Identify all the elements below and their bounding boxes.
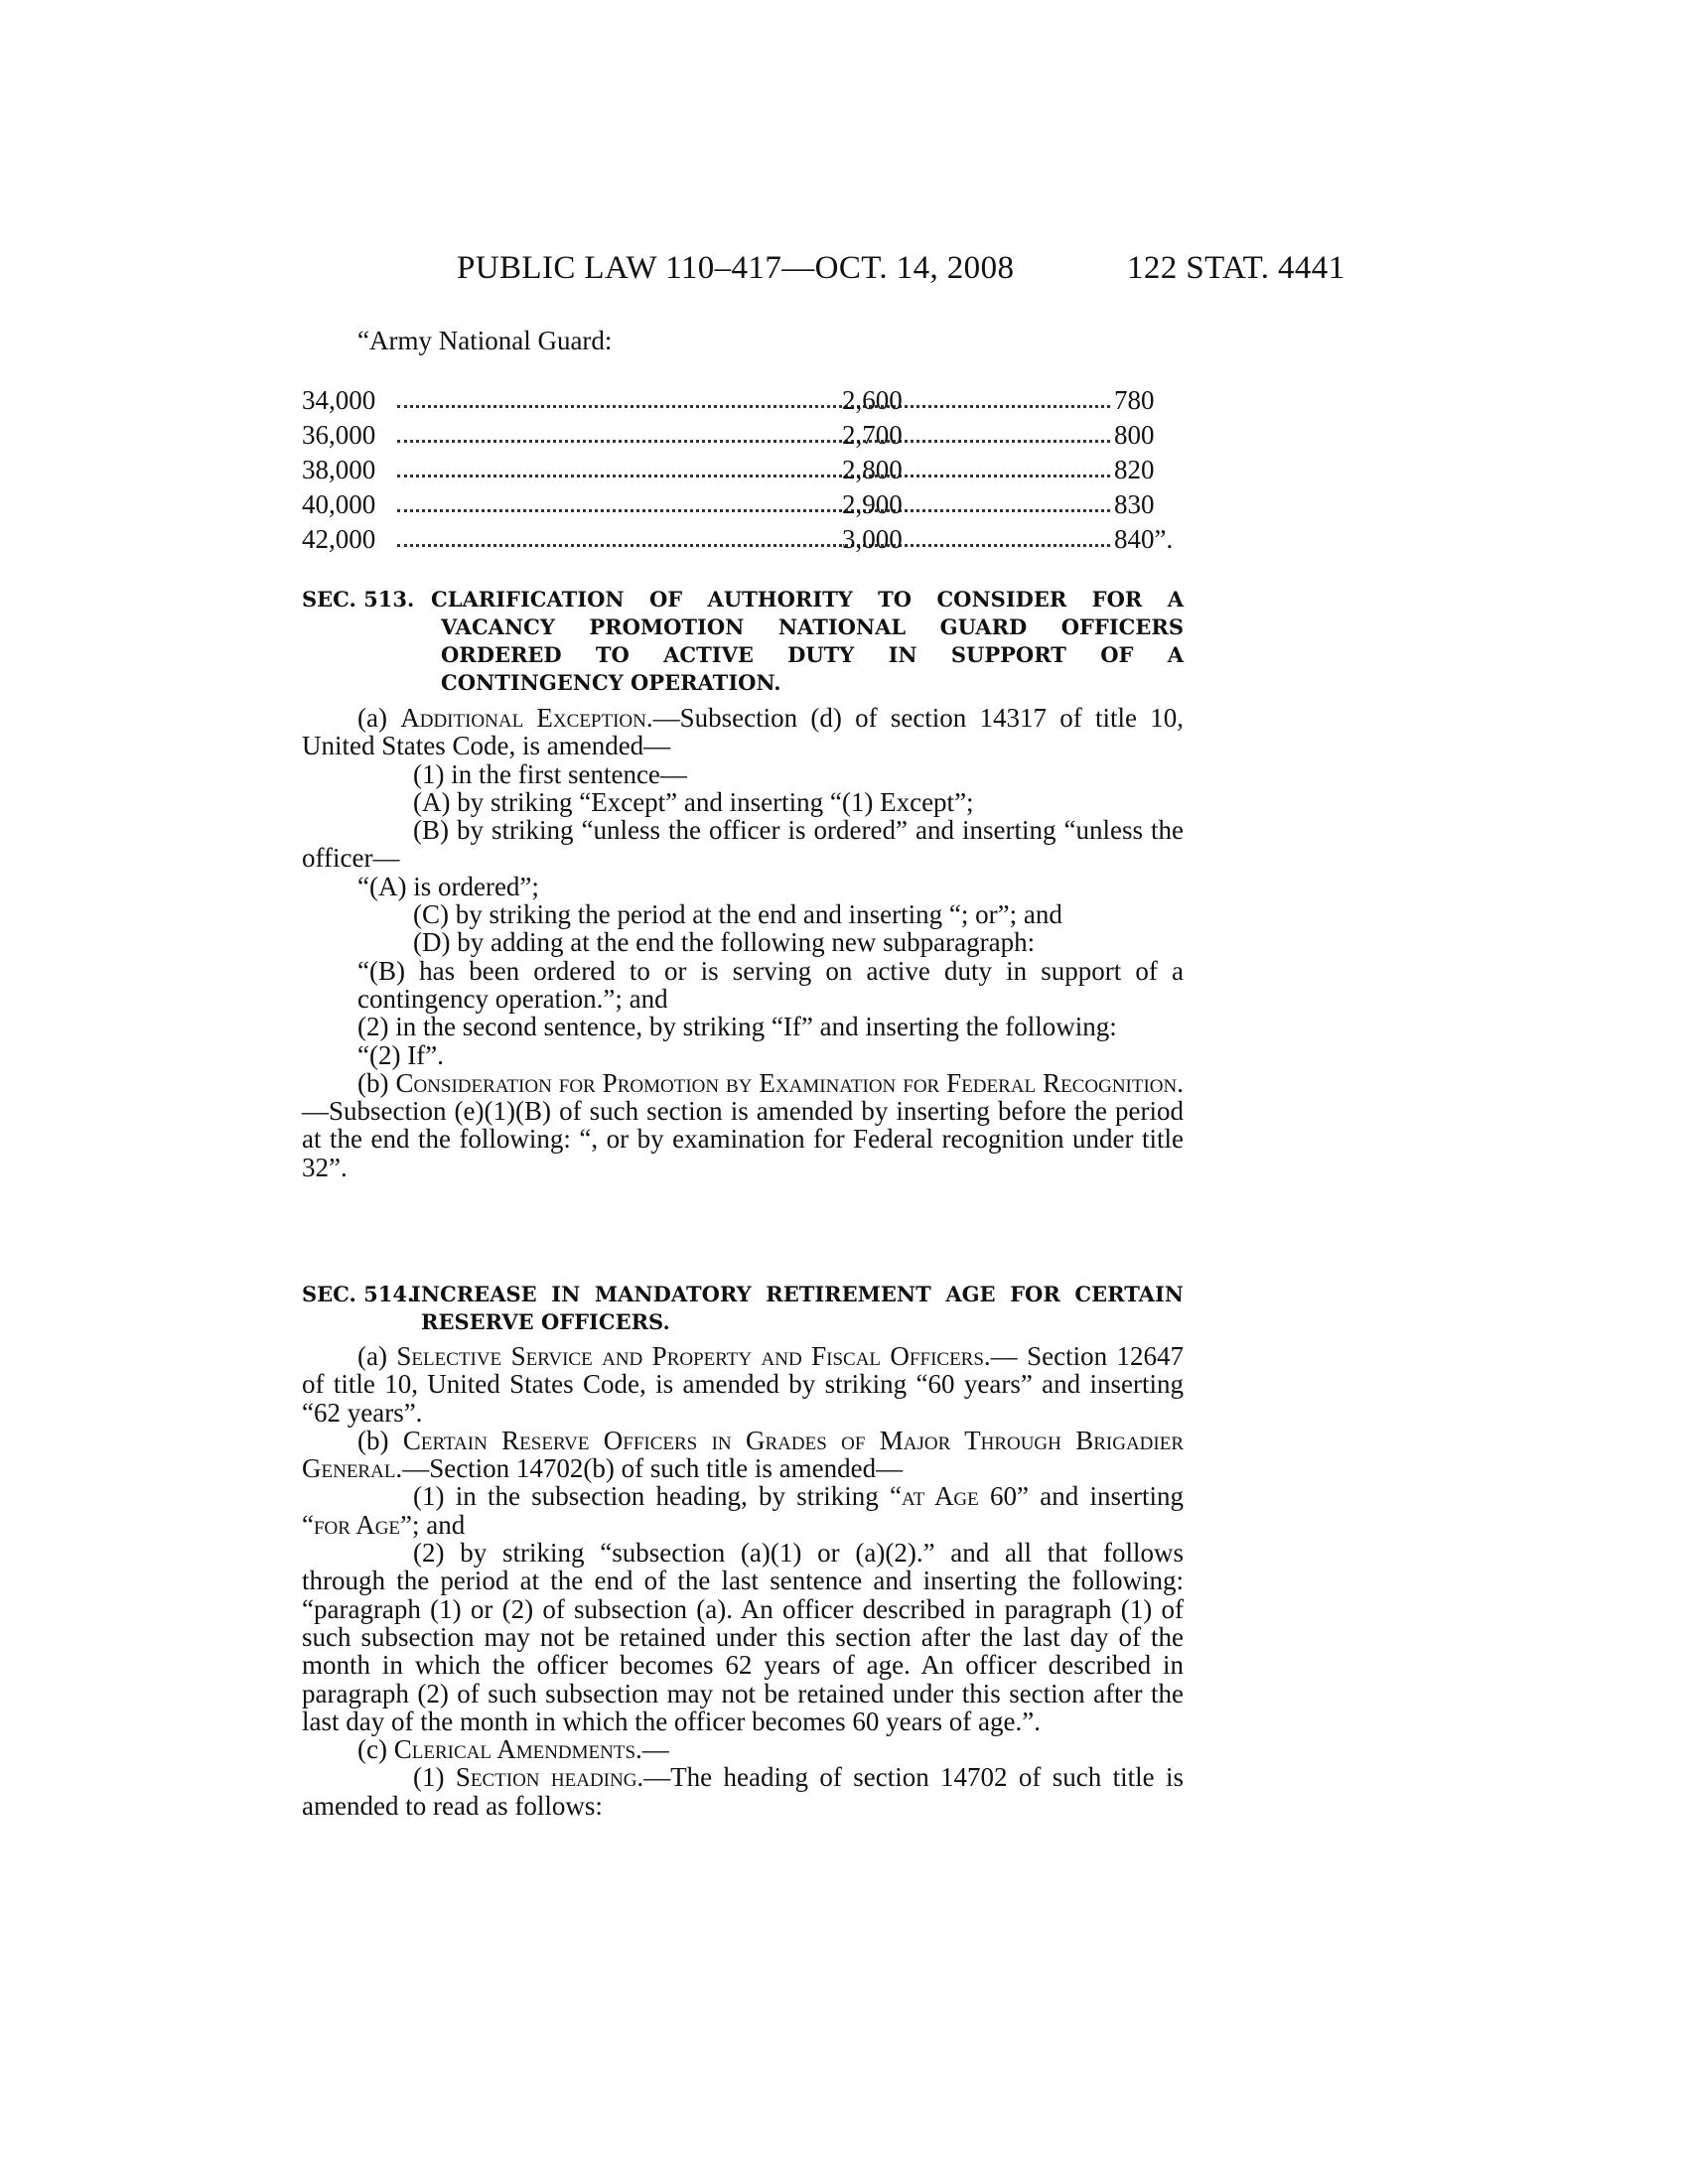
table-cell: 830 bbox=[1114, 489, 1155, 519]
subsection-text: —Section 14702(b) of such title is amended— bbox=[402, 1453, 904, 1484]
quoted-text: “(B) has been ordered to or is serving on active duty in support of a contingency operation.”; and bbox=[357, 955, 1184, 1014]
table-cell: 840”. bbox=[1114, 524, 1174, 554]
subsection-b: (b) Consideration for Promotion by Examination for Federal Recognition.—Subsection (e)(1)(B) of such section is amended by inserting before the period at the end the following: “, or by examination for Federal recognition under title 32”. bbox=[302, 1067, 1184, 1182]
subsection-heading: Selective Service and Property and Fiscal Officers. bbox=[396, 1341, 991, 1371]
section-label: SEC. 513. bbox=[302, 587, 415, 612]
subsection-text: — Section 12647 of title 10, United States Code, is amended by striking “60 years” and inserting “62 years”. bbox=[302, 1341, 1184, 1428]
table-row bbox=[302, 420, 1184, 455]
text-run: at Age bbox=[901, 1481, 979, 1512]
subsection-heading: Certain Reserve Officers in Grades of Major Through Brigadier General. bbox=[302, 1425, 1184, 1484]
quoted-text: “(2) If”. bbox=[357, 1039, 444, 1070]
subsection-text: —Subsection (e)(1)(B) of such section is amended by inserting before the period at the end the following: “, or by examination for Federal recognition under title 32”. bbox=[302, 1096, 1184, 1182]
section-title: INCREASE IN MANDATORY RETIREMENT AGE FOR CERTAIN RESERVE OFFICERS. bbox=[411, 1282, 1184, 1334]
paragraph: (C) by striking the period at the end and inserting “; or”; and bbox=[413, 899, 1062, 930]
section-514-heading bbox=[302, 1281, 1184, 1336]
text-run: ”; and bbox=[400, 1509, 466, 1540]
table-row bbox=[302, 524, 1184, 559]
table-cell: 42,000 bbox=[302, 524, 376, 554]
table-row bbox=[302, 385, 1184, 420]
quoted-text: “(A) is ordered”; bbox=[357, 871, 539, 901]
subsection-heading: Consideration for Promotion by Examination for Federal Recognition. bbox=[395, 1067, 1184, 1098]
paragraph: (B) by striking “unless the officer is ordered” and inserting “unless the officer— bbox=[302, 815, 1184, 874]
running-header-law: PUBLIC LAW 110–417—OCT. 14, 2008 bbox=[457, 250, 1015, 286]
table-cell: 3,000 bbox=[842, 524, 903, 554]
running-header-stat: 122 STAT. 4441 bbox=[1127, 250, 1345, 286]
table-cell: 40,000 bbox=[302, 489, 376, 519]
dot-leader bbox=[397, 405, 1110, 408]
table-cell: 780 bbox=[1114, 385, 1155, 415]
table-cell: 2,900 bbox=[842, 489, 903, 519]
paragraph: (1) in the first sentence— bbox=[413, 758, 687, 789]
dot-leader bbox=[397, 509, 1110, 512]
subsection-a: (a) Additional Exception.—Subsection (d) of section 14317 of title 10, United States Code, is amended— bbox=[302, 703, 1185, 761]
subsection-heading: Additional Exception. bbox=[400, 703, 653, 733]
paragraph: (D) by adding at the end the following new subparagraph: bbox=[413, 927, 1036, 958]
paragraph-text: —The heading of section 14702 of such title is amended to read as follows: bbox=[302, 1762, 1184, 1821]
table-cell: 36,000 bbox=[302, 420, 376, 450]
table-cell: 800 bbox=[1114, 420, 1155, 450]
subsection-a: (a) Selective Service and Property and Fiscal Officers.— Section 12647 of title 10, United States Code, is amended by striking “60 years” and inserting “62 years”. bbox=[302, 1341, 1184, 1428]
table-cell: 34,000 bbox=[302, 385, 376, 415]
table-cell: 2,800 bbox=[842, 455, 903, 484]
section-513-body bbox=[302, 704, 1184, 1181]
subsection-heading: Clerical Amendments. bbox=[393, 1734, 642, 1765]
table-row bbox=[302, 489, 1184, 524]
paragraph: (2) by striking “subsection (a)(1) or (a)(2).” and all that follows through the period at the end of the last sentence and inserting the following: “paragraph (1) or (2) of subsection (a). An officer described in paragraph (1) of such subsection may not be retained under this section after the last day of the month in which the officer becomes 62 years of age. An officer described in paragraph (2) of such subsection may not be retained under this section after the last day of the month in which the officer becomes 60 years of age.”. bbox=[302, 1538, 1184, 1736]
table-cell: 2,600 bbox=[842, 385, 903, 415]
table-cell: 820 bbox=[1114, 455, 1155, 484]
dot-leader bbox=[397, 544, 1110, 547]
paragraph-heading: Section heading. bbox=[455, 1762, 644, 1793]
text-run: for Age bbox=[313, 1509, 401, 1540]
dot-leader bbox=[397, 475, 1110, 478]
paragraph: (2) in the second sentence, by striking “If” and inserting the following: bbox=[357, 1012, 1117, 1042]
dot-leader bbox=[397, 440, 1110, 443]
strength-table bbox=[302, 385, 1184, 559]
section-513-heading bbox=[302, 586, 1184, 697]
paragraph: (1) Section heading.—The heading of section 14702 of such title is amended to read as follows: bbox=[302, 1762, 1184, 1821]
table-row bbox=[302, 455, 1184, 489]
text-run: (1) in the subsection heading, by striking “ bbox=[413, 1481, 902, 1512]
paragraph: (A) by striking “Except” and inserting “(1) Except”; bbox=[413, 786, 974, 817]
section-title: CLARIFICATION OF AUTHORITY TO CONSIDER FOR A VACANCY PROMOTION NATIONAL GUARD OFFICERS ORDERED TO ACTIVE DUTY IN SUPPORT OF A CONTINGENCY OPERATION. bbox=[431, 587, 1184, 695]
subsection-text: —Subsection (d) of section 14317 of title 10, United States Code, is amended— bbox=[302, 703, 1185, 761]
section-label: SEC. 514. bbox=[302, 1282, 415, 1306]
paragraph bbox=[302, 1482, 1184, 1539]
table-title: “Army National Guard: bbox=[357, 326, 613, 355]
table-cell: 2,700 bbox=[842, 420, 903, 450]
section-514-body bbox=[302, 1342, 1184, 1820]
text-run: 60” and inserting “ bbox=[302, 1481, 1184, 1540]
table-cell: 38,000 bbox=[302, 455, 376, 484]
subsection-text: — bbox=[641, 1734, 669, 1765]
subsection-b: (b) Certain Reserve Officers in Grades of Major Through Brigadier General.—Section 14702(b) of such title is amended— bbox=[302, 1425, 1184, 1484]
subsection-c: (c) Clerical Amendments.— bbox=[357, 1734, 669, 1765]
